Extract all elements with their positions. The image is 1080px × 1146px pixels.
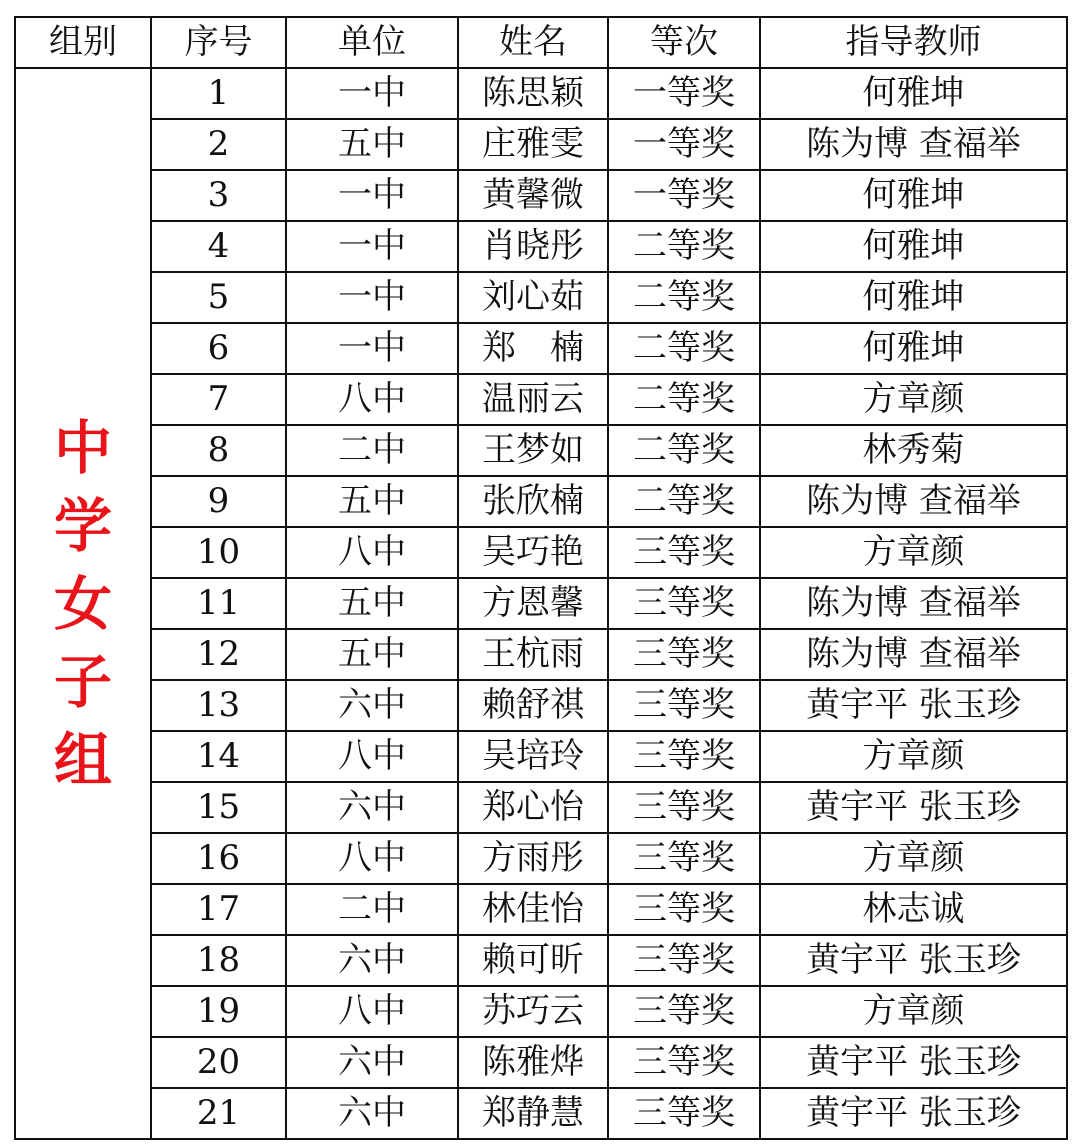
unit-cell: 八中 bbox=[286, 731, 458, 782]
header-group: 组别 bbox=[15, 17, 151, 68]
seq-cell: 3 bbox=[151, 170, 286, 221]
header-teacher: 指导教师 bbox=[760, 17, 1067, 68]
seq-cell: 1 bbox=[151, 68, 286, 119]
unit-cell: 五中 bbox=[286, 476, 458, 527]
name-cell: 陈思颖 bbox=[458, 68, 608, 119]
name-cell: 林佳怡 bbox=[458, 884, 608, 935]
teacher-cell: 林秀菊 bbox=[760, 425, 1067, 476]
name-cell: 温丽云 bbox=[458, 374, 608, 425]
level-cell: 二等奖 bbox=[608, 374, 760, 425]
table-row bbox=[15, 680, 1067, 731]
table-row bbox=[15, 731, 1067, 782]
teacher-cell: 方章颜 bbox=[760, 374, 1067, 425]
teacher-cell: 陈为博 查福举 bbox=[760, 629, 1067, 680]
unit-cell: 一中 bbox=[286, 221, 458, 272]
name-cell: 刘心茹 bbox=[458, 272, 608, 323]
name-cell: 苏巧云 bbox=[458, 986, 608, 1037]
table-row bbox=[15, 425, 1067, 476]
teacher-cell: 方章颜 bbox=[760, 527, 1067, 578]
unit-cell: 八中 bbox=[286, 833, 458, 884]
header-row bbox=[15, 17, 1067, 68]
header-name: 姓名 bbox=[458, 17, 608, 68]
teacher-cell: 何雅坤 bbox=[760, 68, 1067, 119]
level-cell: 二等奖 bbox=[608, 425, 760, 476]
level-cell: 三等奖 bbox=[608, 578, 760, 629]
teacher-cell: 黄宇平 张玉珍 bbox=[760, 782, 1067, 833]
group-label: 中学女子组 bbox=[53, 413, 112, 794]
teacher-cell: 陈为博 查福举 bbox=[760, 578, 1067, 629]
table-row bbox=[15, 1088, 1067, 1139]
teacher-cell: 黄宇平 张玉珍 bbox=[760, 680, 1067, 731]
level-cell: 一等奖 bbox=[608, 170, 760, 221]
name-cell: 郑 楠 bbox=[458, 323, 608, 374]
group-cell bbox=[15, 68, 151, 1139]
teacher-cell: 林志诚 bbox=[760, 884, 1067, 935]
teacher-cell: 方章颜 bbox=[760, 731, 1067, 782]
table-row bbox=[15, 374, 1067, 425]
seq-cell: 19 bbox=[151, 986, 286, 1037]
unit-cell: 六中 bbox=[286, 1088, 458, 1139]
results-table bbox=[14, 16, 1068, 1140]
unit-cell: 六中 bbox=[286, 680, 458, 731]
teacher-cell: 方章颜 bbox=[760, 833, 1067, 884]
seq-cell: 5 bbox=[151, 272, 286, 323]
name-cell: 王杭雨 bbox=[458, 629, 608, 680]
level-cell: 三等奖 bbox=[608, 884, 760, 935]
table-row bbox=[15, 578, 1067, 629]
name-cell: 郑心怡 bbox=[458, 782, 608, 833]
table-row bbox=[15, 833, 1067, 884]
seq-cell: 17 bbox=[151, 884, 286, 935]
unit-cell: 一中 bbox=[286, 68, 458, 119]
seq-cell: 10 bbox=[151, 527, 286, 578]
header-level: 等次 bbox=[608, 17, 760, 68]
name-cell: 赖可昕 bbox=[458, 935, 608, 986]
seq-cell: 11 bbox=[151, 578, 286, 629]
teacher-cell: 陈为博 查福举 bbox=[760, 476, 1067, 527]
teacher-cell: 何雅坤 bbox=[760, 170, 1067, 221]
unit-cell: 一中 bbox=[286, 323, 458, 374]
level-cell: 三等奖 bbox=[608, 986, 760, 1037]
seq-cell: 2 bbox=[151, 119, 286, 170]
table-row bbox=[15, 170, 1067, 221]
name-cell: 方恩馨 bbox=[458, 578, 608, 629]
unit-cell: 八中 bbox=[286, 374, 458, 425]
seq-cell: 7 bbox=[151, 374, 286, 425]
teacher-cell: 何雅坤 bbox=[760, 221, 1067, 272]
level-cell: 三等奖 bbox=[608, 935, 760, 986]
seq-cell: 12 bbox=[151, 629, 286, 680]
name-cell: 肖晓彤 bbox=[458, 221, 608, 272]
name-cell: 庄雅雯 bbox=[458, 119, 608, 170]
teacher-cell: 何雅坤 bbox=[760, 272, 1067, 323]
seq-cell: 6 bbox=[151, 323, 286, 374]
header-seq: 序号 bbox=[151, 17, 286, 68]
table-row bbox=[15, 782, 1067, 833]
table-row bbox=[15, 527, 1067, 578]
name-cell: 方雨彤 bbox=[458, 833, 608, 884]
teacher-cell: 黄宇平 张玉珍 bbox=[760, 1037, 1067, 1088]
name-cell: 王梦如 bbox=[458, 425, 608, 476]
unit-cell: 五中 bbox=[286, 119, 458, 170]
table-header bbox=[15, 17, 1067, 68]
table-row bbox=[15, 884, 1067, 935]
teacher-cell: 何雅坤 bbox=[760, 323, 1067, 374]
level-cell: 三等奖 bbox=[608, 629, 760, 680]
table-row bbox=[15, 935, 1067, 986]
seq-cell: 13 bbox=[151, 680, 286, 731]
level-cell: 一等奖 bbox=[608, 119, 760, 170]
level-cell: 三等奖 bbox=[608, 527, 760, 578]
unit-cell: 六中 bbox=[286, 1037, 458, 1088]
unit-cell: 五中 bbox=[286, 629, 458, 680]
teacher-cell: 方章颜 bbox=[760, 986, 1067, 1037]
level-cell: 三等奖 bbox=[608, 680, 760, 731]
level-cell: 三等奖 bbox=[608, 731, 760, 782]
seq-cell: 14 bbox=[151, 731, 286, 782]
level-cell: 三等奖 bbox=[608, 833, 760, 884]
table-row bbox=[15, 323, 1067, 374]
table-body bbox=[15, 68, 1067, 1139]
unit-cell: 六中 bbox=[286, 935, 458, 986]
unit-cell: 八中 bbox=[286, 986, 458, 1037]
seq-cell: 18 bbox=[151, 935, 286, 986]
teacher-cell: 黄宇平 张玉珍 bbox=[760, 935, 1067, 986]
level-cell: 二等奖 bbox=[608, 476, 760, 527]
name-cell: 吴巧艳 bbox=[458, 527, 608, 578]
seq-cell: 20 bbox=[151, 1037, 286, 1088]
seq-cell: 21 bbox=[151, 1088, 286, 1139]
level-cell: 一等奖 bbox=[608, 68, 760, 119]
name-cell: 陈雅烨 bbox=[458, 1037, 608, 1088]
table-row bbox=[15, 1037, 1067, 1088]
level-cell: 三等奖 bbox=[608, 782, 760, 833]
table-row bbox=[15, 986, 1067, 1037]
level-cell: 二等奖 bbox=[608, 221, 760, 272]
unit-cell: 六中 bbox=[286, 782, 458, 833]
teacher-cell: 黄宇平 张玉珍 bbox=[760, 1088, 1067, 1139]
table-row bbox=[15, 476, 1067, 527]
name-cell: 郑静慧 bbox=[458, 1088, 608, 1139]
table-row bbox=[15, 272, 1067, 323]
table-row bbox=[15, 221, 1067, 272]
header-unit: 单位 bbox=[286, 17, 458, 68]
seq-cell: 9 bbox=[151, 476, 286, 527]
name-cell: 吴培玲 bbox=[458, 731, 608, 782]
level-cell: 二等奖 bbox=[608, 323, 760, 374]
unit-cell: 五中 bbox=[286, 578, 458, 629]
seq-cell: 4 bbox=[151, 221, 286, 272]
name-cell: 黄馨微 bbox=[458, 170, 608, 221]
unit-cell: 八中 bbox=[286, 527, 458, 578]
unit-cell: 一中 bbox=[286, 170, 458, 221]
level-cell: 二等奖 bbox=[608, 272, 760, 323]
level-cell: 三等奖 bbox=[608, 1037, 760, 1088]
table-row bbox=[15, 68, 1067, 119]
teacher-cell: 陈为博 查福举 bbox=[760, 119, 1067, 170]
seq-cell: 16 bbox=[151, 833, 286, 884]
unit-cell: 一中 bbox=[286, 272, 458, 323]
unit-cell: 二中 bbox=[286, 425, 458, 476]
seq-cell: 15 bbox=[151, 782, 286, 833]
name-cell: 张欣楠 bbox=[458, 476, 608, 527]
level-cell: 三等奖 bbox=[608, 1088, 760, 1139]
unit-cell: 二中 bbox=[286, 884, 458, 935]
table-row bbox=[15, 629, 1067, 680]
seq-cell: 8 bbox=[151, 425, 286, 476]
table-row bbox=[15, 119, 1067, 170]
name-cell: 赖舒祺 bbox=[458, 680, 608, 731]
